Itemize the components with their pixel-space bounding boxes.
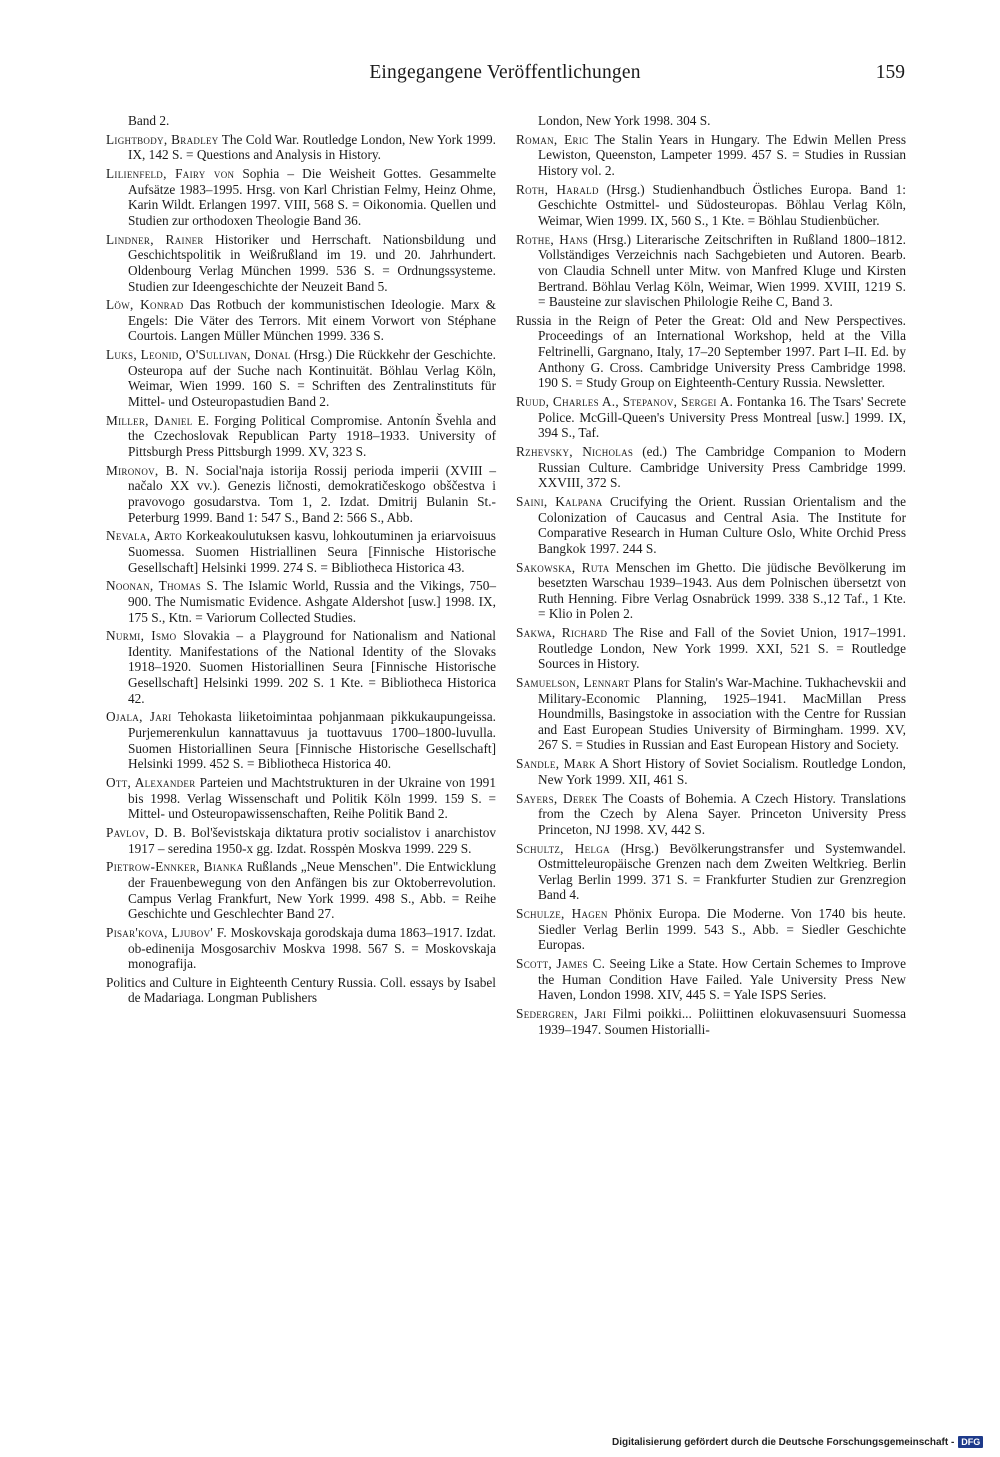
bibliography-entry: [106, 413, 496, 460]
entry-text: Seeing Like a State. How Certain Schemes to Improve the Human Condition Have Failed. Yale University Press New Haven, London 1998. XIV, 445 S. = Yale ISPS Series.: [538, 956, 906, 1003]
entry-author: Pietrow-Ennker, Bianka: [106, 859, 244, 875]
bibliography-entry: [516, 625, 906, 672]
entry-author: Luks, Leonid, O'Sullivan, Donal: [106, 347, 291, 363]
entry-author: Lightbody, Bradley: [106, 131, 219, 147]
entry-author: Pavlov, D. B.: [106, 824, 187, 840]
entry-text: The Rise and Fall of the Soviet Union, 1917–1991. Routledge London, New York 1999. XXI, 521 S. = Routledge Sources in History.: [538, 625, 907, 672]
entry-author: Sakowska, Ruta: [516, 559, 610, 575]
bibliography-entry: [106, 113, 496, 129]
entry-author: Rzhevsky, Nicholas: [516, 444, 634, 459]
bibliography-entry: [106, 463, 496, 525]
entry-text: London, New York 1998. 304 S.: [538, 113, 711, 128]
entry-text: A Short History of Soviet Socialism. Routledge London, New York 1999. XII, 461 S.: [538, 756, 907, 787]
bibliography-entry: [516, 675, 906, 753]
bibliography-entry: [106, 825, 496, 856]
entry-author: Samuelson, Lennart: [516, 675, 630, 691]
entry-text: Menschen im Ghetto. Die jüdische Bevölkerung im besetzten Warschau 1939–1943. Aus dem Polnischen übersetzt von Ruth Henning. Fibre Verlag Osnabrück 1999. 338 S.,12 Taf., 1 Kte. = Klio in Polen 2.: [538, 559, 906, 622]
entry-author: Pisar'kova, Ljubov' F.: [106, 924, 228, 940]
entry-text: Plans for Stalin's War-Machine. Tukhachevskii and Military-Economic Planning, 1925–1941. MacMillan Press Houndmills, Basingstoke in association with the Centre for Russian and East European Studies University of Birmingham. 1999. XV, 267 S. = Studies in Russian and East European History and Society.: [538, 675, 906, 753]
entry-text: E. Forging Political Compromise. Antonín Švehla and the Czechoslovak Republican Party 1918–1933. University of Pittsburgh Press Pittsburgh 1999. XV, 323 S.: [128, 412, 496, 459]
entry-author: Lilienfeld, Fairy von: [106, 166, 235, 182]
entry-text: The Islamic World, Russia and the Vikings, 750–900. The Numismatic Evidence. Ashgate Aldershot [usw.] 1998. IX, 175 S., Ktn. = Variorum Collected Studies.: [128, 578, 496, 625]
left-column: [106, 113, 496, 1009]
entry-text: Bol'ševistskaja diktatura protiv socialistov i anarchistov 1917 – seredina 1950-x gg. Izdat. Rosspėn Moskva 1999. 229 S.: [128, 824, 496, 856]
entry-author: Löw, Konrad: [106, 297, 184, 313]
entry-text: Filmi poikki... Poliittinen elokuvasensuuri Suomessa 1939–1947. Soumen Historialli-: [538, 1006, 906, 1037]
bibliography-entry: [516, 1006, 906, 1037]
bibliography-entry: [106, 132, 496, 163]
entry-author: Roman, Eric: [516, 131, 589, 147]
bibliography-entry: [516, 756, 906, 787]
entry-text: Slovakia – a Playground for Nationalism and National Identity. Manifestations of the National Identity of the Slovaks 1918–1920. Suomen Historiallinen Seura [Finnische Historische Gesellschaft] Helsinki 1999. 202 S. 1 Kte. = Bibliotheca Historica 42.: [128, 628, 496, 706]
bibliography-entry: [516, 444, 906, 491]
entry-text: Crucifying the Orient. Russian Orientalism and the Colonization of Caucasus and Central Asia. The Institute for Comparative Research in Human Culture Oslo, White Orchid Press Bangkok 1997. 244 S.: [538, 493, 907, 556]
entry-author: Scott, James C.: [516, 956, 606, 972]
entry-text: Parteien und Machtstrukturen in der Ukraine von 1991 bis 1998. Verlag Wissenschaft und Politik Köln 1999. 159 S. = Mittel- und Osteuropawissenschaften, Reihe Politik Band 2.: [128, 775, 496, 822]
bibliography-entry: [106, 578, 496, 625]
entry-author: Nevala, Arto: [106, 528, 183, 544]
entry-text: Historiker und Herrschaft. Nationsbildung und Geschichtspolitik in Weißrußland im 19. und 20. Jahrhundert. Oldenbourg Verlag München 1999. 536 S. = Ordnungssysteme. Studien zur Ideengeschichte der Neuzeit Band 5.: [128, 231, 496, 294]
bibliography-entry: [516, 956, 906, 1003]
bibliography-entry: [106, 528, 496, 575]
footer-credit: Digitalisierung gefördert durch die Deutsche Forschungsgemeinschaft -: [612, 1436, 955, 1448]
bibliography-entry: [516, 313, 906, 391]
entry-text: Korkeakoulutuksen kasvu, lohkoutuminen ja eriarvoisuus Suomessa. Suomen Histriallinen Seura [Finnische Historische Gesellschaft] Helsinki 1999. 274 S. = Bibliotheca Historica 43.: [128, 528, 496, 575]
entry-author: Miller, Daniel: [106, 412, 193, 428]
dfg-logo: DFG: [958, 1436, 983, 1448]
page-header: [105, 62, 905, 92]
entry-text: (Hrsg.) Literarische Zeitschriften in Rußland 1800–1812. Vollständiges Verzeichnis nach Sachgebieten und Autoren. Bearb. von Claudia Schnell unter Mitw. von Manfred Kluge und Kirsten Bertrand. Böhlau Verlag Köln, Weimar, Wien 1999. XVIII, 1219 S. = Bausteine zur slavischen Philologie Reihe C, Band 3.: [538, 231, 906, 310]
bibliography-entry: [106, 232, 496, 294]
entry-author: Schultz, Helga: [516, 840, 610, 856]
entry-text: Tehokasta liiketoimintaa pohjanmaan pikkukaupungeissa. Purjemerenkulun kannattavuus ja tuottavuus 1700–1800-luvulla. Suomen Historiallinen Seura [Finnische Historische Gesellschaft] Helsinki 1999. 452 S. = Bibliotheca Historica 40.: [128, 709, 496, 772]
bibliography-entry: [516, 560, 906, 622]
entry-text: Das Rotbuch der kommunistischen Ideologie. Marx & Engels: Die Väter des Terrors. Mit einem Vorwort von Stéphane Courtois. Langen Müller München 1999. 336 S.: [128, 297, 496, 344]
entry-author: Mironov, B. N.: [106, 462, 199, 478]
footer: [612, 1436, 983, 1448]
bibliography-entry: [516, 182, 906, 229]
entry-text: The Coasts of Bohemia. A Czech History. Translations from the Czech by Alena Sayer. Princeton University Press Princeton, NJ 1998. XV, 442 S.: [538, 790, 906, 837]
entry-author: Sedergren, Jari: [516, 1006, 607, 1022]
entry-text: Band 2.: [128, 113, 170, 128]
entry-author: Saini, Kalpana: [516, 493, 603, 509]
entry-text: Fontanka 16. The Tsars' Secrete Police. McGill-Queen's University Press Montreal [usw.] 1999. IX, 394 S., Taf.: [538, 394, 906, 441]
entry-author: Ojala, Jari: [106, 709, 172, 725]
bibliography-entry: [516, 906, 906, 953]
entry-text: Moskovskaja gorodskaja duma 1863–1917. Izdat. ob-edinenija Mosgosarchiv Moskva 1998. 567 S. = Moskovskaja monografija.: [128, 924, 496, 972]
bibliography-entry: [516, 232, 906, 310]
entry-author: Noonan, Thomas S.: [106, 578, 218, 594]
entry-author: Ott, Alexander: [106, 775, 196, 790]
entry-text: Sophia – Die Weisheit Gottes. Gesammelte Aufsätze 1983–1995. Hrsg. von Karl Christian Felmy, Heinz Ohme, Karin Wildt. Erlangen 1997. VIII, 568 S. = Oikonomia. Quellen und Studien zur orthodoxen Theologie Band 36.: [128, 166, 497, 228]
entry-author: Ruud, Charles A., Stepanov, Sergei A.: [516, 394, 734, 410]
entry-author: Sayers, Derek: [516, 790, 598, 806]
bibliography-entry: [106, 975, 496, 1006]
right-column: [516, 113, 906, 1040]
bibliography-entry: [516, 113, 906, 129]
bibliography-entry: [106, 166, 496, 228]
entry-text: (ed.) The Cambridge Companion to Modern Russian Culture. Cambridge University Press Cambridge 1999. XXVIII, 372 S.: [538, 444, 906, 491]
entry-text: The Cold War. Routledge London, New York 1999. IX, 142 S. = Questions and Analysis in History.: [128, 131, 496, 163]
entry-author: Sandle, Mark: [516, 756, 596, 772]
running-title: Eingegangene Veröffentlichungen: [369, 62, 641, 83]
entry-text: Phönix Europa. Die Moderne. Von 1740 bis heute. Siedler Verlag Berlin 1999. 543 S., Abb. = Siedler Geschichte Europas.: [538, 906, 906, 953]
entry-text: The Stalin Years in Hungary. The Edwin Mellen Press Lewiston, Queenston, Lampeter 1999. 457 S. = Studies in Russian History vol. 2.: [538, 131, 906, 178]
bibliography-entry: [516, 132, 906, 179]
entry-text: Politics and Culture in Eighteenth Century Russia. Coll. essays by Isabel de Madariaga. Longman Publishers: [106, 974, 496, 1006]
entry-author: Lindner, Rainer: [106, 231, 204, 247]
page-number: 159: [875, 62, 905, 83]
bibliography-entry: [106, 297, 496, 344]
entry-text: (Hrsg.) Studienhandbuch Östliches Europa. Band 1: Geschichte Ostmittel- und Südosteuropas. Böhlau Verlag Köln, Weimar, Wien 1999. IX, 560 S., 1 Kte. = Böhlau Studienbücher.: [538, 181, 906, 228]
bibliography-entry: [106, 925, 496, 972]
bibliography-entry: [516, 791, 906, 838]
bibliography-entry: [516, 394, 906, 441]
bibliography-entry: [106, 628, 496, 706]
entry-author: Sakwa, Richard: [516, 625, 608, 641]
entry-text: Rußlands „Neue Menschen". Die Entwicklung der Frauenbewegung von den Anfängen bis zur Oktoberrevolution. Campus Verlag Frankfurt, New York 1999. 498 S., Abb. = Reihe Geschichte und Geschlechter Band 27.: [128, 859, 496, 922]
entry-text: (Hrsg.) Bevölkerungstransfer und Systemwandel. Ostmitteleuropäische Grenzen nach dem Zweiten Weltkrieg. Berlin Verlag Berlin 1999. 371 S. = Frankfurter Studien zur Grenzregion Band 4.: [538, 840, 906, 903]
bibliography-entry: [106, 859, 496, 921]
entry-author: Rothe, Hans: [516, 231, 589, 247]
entry-text: (Hrsg.) Die Rückkehr der Geschichte. Osteuropa auf der Suche nach Kontinuität. Böhlau Verlag Köln, Weimar, Wien 1999. 160 S. = Schriften des Zentralinstituts für Mittel- und Osteuropastudien Band 2.: [128, 347, 497, 410]
entry-text: Russia in the Reign of Peter the Great: Old and New Perspectives. Proceedings of an International Workshop, held at the Villa Feltrinelli, Gargnano, Italy, 17–20 September 1997. Part I–II. Ed. by Anthony G. Cross. Cambridge University Press Cambridge 1998. 190 S. = Study Group on Eighteenth-Century Russia. Newsletter.: [516, 312, 906, 391]
bibliography-entry: [106, 347, 496, 409]
entry-author: Nurmi, Ismo: [106, 628, 177, 644]
bibliography-entry: [106, 775, 496, 822]
entry-author: Schulze, Hagen: [516, 906, 608, 922]
entry-author: Roth, Harald: [516, 181, 599, 197]
bibliography-entry: [106, 709, 496, 771]
bibliography-entry: [516, 494, 906, 556]
entry-text: Social'naja istorija Rossij perioda imperii (XVIII – načalo XX vv.). Genezis ličnosti, demokratičeskogo obščestva i pravovogo gosudarstva. Tom 1, 2. Izdat. Dmitrij Bulanin St.-Peterburg 1999. Band 1: 547 S., Band 2: 566 S., Abb.: [128, 462, 496, 525]
bibliography-entry: [516, 841, 906, 903]
